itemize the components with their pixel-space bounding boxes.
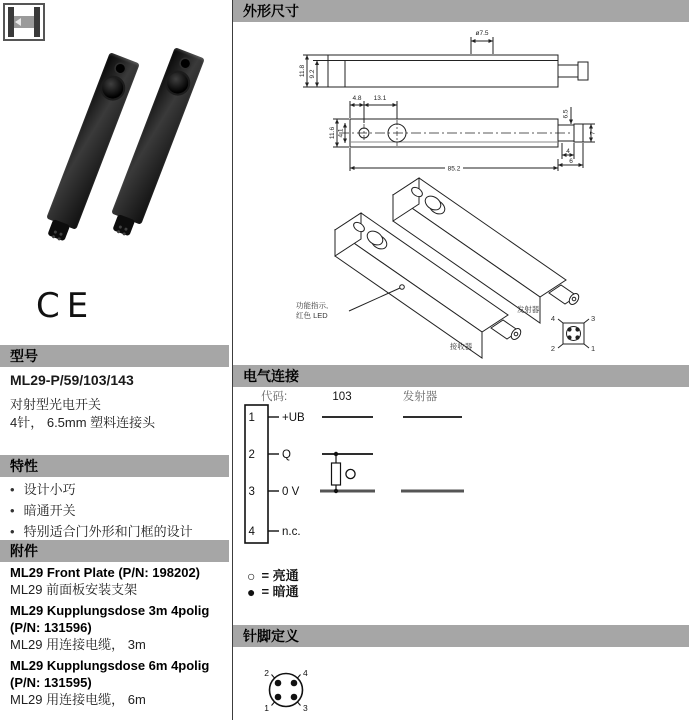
isometric-view	[335, 178, 581, 358]
bullet-icon: •	[10, 503, 15, 518]
sensor-lens	[164, 70, 191, 97]
pin-block	[245, 405, 268, 543]
accessories-list	[10, 564, 226, 712]
receiver-label: 接收器	[449, 342, 473, 351]
front-view-outline	[333, 101, 595, 171]
pin-definition-diagram	[250, 648, 322, 716]
load-resistor	[332, 463, 341, 485]
light-on-symbol	[346, 469, 355, 478]
top-view-outline	[303, 37, 588, 87]
section-header-model: 型号	[0, 345, 229, 367]
accessory-name: ML29 Kupplungsdose 6m 4polig (P/N: 131595)	[10, 658, 210, 690]
electrical-connection-diagram	[233, 387, 689, 563]
dim-height-inner-frontview: 4.1	[337, 128, 345, 138]
legend-light-on	[247, 568, 299, 584]
led-indicator-dot	[400, 285, 405, 290]
accessory-name: ML29 Front Plate (P/N: 198202)	[10, 565, 200, 580]
open-circle-icon: ○	[247, 568, 256, 584]
circuit-103-column	[320, 417, 375, 493]
dim-connector-length: 4	[566, 148, 570, 155]
accessory-name: ML29 Kupplungsdose 3m 4polig (P/N: 131596)	[10, 603, 210, 635]
sensor-connector	[47, 219, 70, 241]
sensor-mounting-hole	[179, 58, 191, 70]
led-label-line1: 功能指示,	[296, 301, 329, 310]
bullet-icon: •	[10, 524, 15, 539]
section-header-pin-definition: 针脚定义	[233, 625, 689, 647]
feature-text: 暗通开关	[23, 503, 76, 518]
led-label-line2: 红色 LED	[296, 311, 328, 320]
emitter-label: 发射器	[516, 305, 540, 314]
section-header-features: 特性	[0, 455, 229, 477]
section-header-accessories: 附件	[0, 540, 229, 562]
model-number: ML29-P/59/103/143	[10, 372, 134, 388]
pin-label-top-right: 4	[303, 668, 308, 678]
dimension-drawing	[233, 21, 689, 363]
feature-item	[10, 479, 193, 500]
feature-text: 设计小巧	[23, 482, 76, 497]
model-description-line1: 对射型光电开关	[10, 397, 102, 412]
connector-pin2-label: 2	[550, 344, 555, 353]
switching-legend	[247, 568, 299, 600]
circuit-emitter-column	[401, 417, 464, 491]
through-beam-sensor-icon-graphic	[5, 5, 43, 39]
sensor-mounting-hole	[114, 63, 126, 75]
product-photo	[15, 38, 220, 253]
code-label: 代码:	[261, 391, 288, 403]
dim-hole-offset: 4.8	[352, 95, 362, 102]
pin-number: 3	[248, 486, 255, 498]
connector-pin3-label: 3	[591, 314, 596, 323]
dim-height-outer-topview: 11.8	[299, 64, 306, 78]
pin-signal-label: n.c.	[282, 526, 301, 538]
dim-connector-total: 6	[569, 158, 573, 165]
dim-connector-cap: 7	[589, 131, 597, 135]
dim-height-inner-topview: 9.2	[309, 69, 316, 79]
pin-number: 4	[248, 526, 255, 538]
connector-pin4-label: 4	[550, 314, 555, 323]
sensor-lens	[99, 75, 126, 102]
ce-mark: CE	[36, 286, 96, 326]
connector-pin1-label: 1	[591, 344, 596, 353]
feature-item	[10, 521, 193, 542]
dim-hole-spacing: 13.1	[373, 95, 387, 102]
model-description-line2: 4针， 6.5mm 塑料连接头	[10, 415, 156, 430]
legend-dark-on	[247, 584, 299, 600]
section-header-dimensions: 外形尺寸	[233, 0, 689, 22]
model-description	[10, 396, 155, 432]
dim-connector-height: 6.5	[562, 109, 570, 119]
through-beam-sensor-icon	[3, 3, 45, 41]
accessory-description: ML29 用连接电缆， 3m	[10, 637, 146, 652]
connector-face-detail	[558, 319, 589, 348]
pin-signal-label: Q	[282, 449, 291, 461]
column-emitter-label: 发射器	[402, 391, 438, 403]
pin-number: 1	[248, 412, 255, 424]
dim-height-outer-frontview: 11.6	[329, 126, 336, 140]
accessory-description: ML29 前面板安装支架	[10, 582, 138, 597]
pin-label-top-left: 2	[264, 668, 269, 678]
pin-label-bottom-left: 1	[264, 703, 269, 713]
column-103-label: 103	[332, 391, 352, 403]
feature-text: 特别适合门外形和门框的设计	[23, 524, 193, 539]
dim-body-length: 85.2	[447, 165, 461, 173]
pin-label-bottom-right: 3	[303, 703, 308, 713]
dim-lens-diameter: ø7.5	[475, 30, 489, 37]
features-list	[10, 479, 193, 542]
section-header-electrical: 电气连接	[233, 365, 689, 387]
filled-circle-icon: ●	[247, 584, 256, 600]
pin-signal-label: +UB	[282, 412, 305, 424]
pin-signal-label: 0 V	[282, 486, 300, 498]
pin-ticks	[268, 417, 279, 531]
legend-text: = 暗通	[261, 584, 299, 599]
feature-item	[10, 500, 193, 521]
bullet-icon: •	[10, 482, 15, 497]
sensor-connector	[112, 214, 135, 236]
accessory-description: ML29 用连接电缆， 6m	[10, 692, 146, 707]
pin-number: 2	[248, 449, 255, 461]
legend-text: = 亮通	[261, 568, 299, 583]
